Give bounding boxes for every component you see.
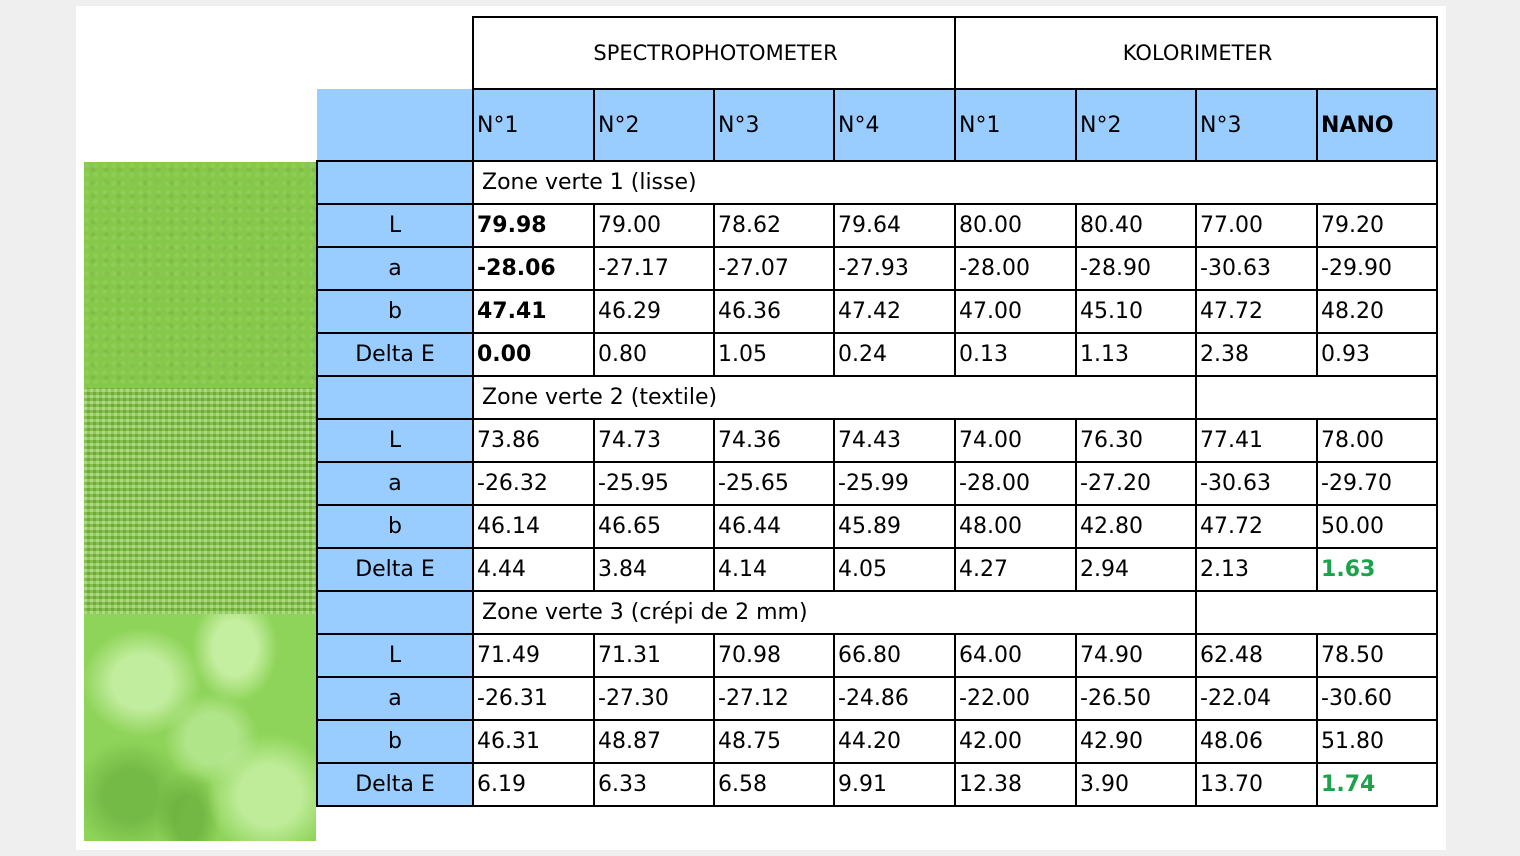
value-cell: 4.44	[473, 548, 594, 591]
value-cell: -26.31	[473, 677, 594, 720]
value-cell: 78.00	[1317, 419, 1437, 462]
value-cell: 77.00	[1196, 204, 1317, 247]
value-cell: 45.10	[1076, 290, 1196, 333]
value-cell: 47.72	[1196, 505, 1317, 548]
value-cell: 1.63	[1317, 548, 1437, 591]
value-cell: -30.63	[1196, 462, 1317, 505]
zone-title: Zone verte 2 (textile)	[473, 376, 1196, 419]
col-header-spectro-n4: N°4	[834, 89, 955, 161]
zone-title-filler	[1196, 376, 1437, 419]
col-header-spectro-n3: N°3	[714, 89, 834, 161]
value-cell: -22.00	[955, 677, 1076, 720]
corner-blank	[317, 17, 473, 89]
value-cell: 12.38	[955, 763, 1076, 806]
value-cell: -22.04	[1196, 677, 1317, 720]
row-label: L	[317, 634, 473, 677]
color-measurement-table	[316, 16, 1438, 807]
value-cell: 48.00	[955, 505, 1076, 548]
zone-title-row	[317, 591, 1437, 634]
value-cell: -27.30	[594, 677, 714, 720]
value-cell: 6.58	[714, 763, 834, 806]
col-header-spectro-n1: N°1	[473, 89, 594, 161]
group-header-spectrophotometer: SPECTROPHOTOMETER	[473, 17, 955, 89]
value-cell: -26.32	[473, 462, 594, 505]
table-row	[317, 677, 1437, 720]
texture-textile-sample-image	[84, 388, 316, 614]
value-cell: 76.30	[1076, 419, 1196, 462]
row-label: b	[317, 505, 473, 548]
value-cell: 46.36	[714, 290, 834, 333]
value-cell: 71.49	[473, 634, 594, 677]
texture-smooth-sample-image	[84, 162, 316, 388]
value-cell: 6.19	[473, 763, 594, 806]
value-cell: 1.13	[1076, 333, 1196, 376]
table-row	[317, 505, 1437, 548]
row-label: a	[317, 462, 473, 505]
value-cell: -25.65	[714, 462, 834, 505]
value-cell: 70.98	[714, 634, 834, 677]
value-cell: -28.90	[1076, 247, 1196, 290]
value-cell: 80.00	[955, 204, 1076, 247]
value-cell: 0.80	[594, 333, 714, 376]
value-cell: 47.41	[473, 290, 594, 333]
value-cell: 78.50	[1317, 634, 1437, 677]
value-cell: 71.31	[594, 634, 714, 677]
value-cell: 48.20	[1317, 290, 1437, 333]
value-cell: 74.90	[1076, 634, 1196, 677]
table-row	[317, 419, 1437, 462]
value-cell: 48.87	[594, 720, 714, 763]
value-cell: 2.13	[1196, 548, 1317, 591]
row-label: b	[317, 290, 473, 333]
zone-title-row	[317, 161, 1437, 204]
corner-blank	[317, 89, 473, 161]
value-cell: -29.90	[1317, 247, 1437, 290]
header-instrument-row	[317, 89, 1437, 161]
value-cell: -27.12	[714, 677, 834, 720]
value-cell: 66.80	[834, 634, 955, 677]
value-cell: 1.05	[714, 333, 834, 376]
value-cell: 80.40	[1076, 204, 1196, 247]
group-header-kolorimeter: KOLORIMETER	[955, 17, 1437, 89]
value-cell: 50.00	[1317, 505, 1437, 548]
value-cell: 74.00	[955, 419, 1076, 462]
value-cell: 47.00	[955, 290, 1076, 333]
value-cell: 2.94	[1076, 548, 1196, 591]
value-cell: 3.90	[1076, 763, 1196, 806]
table-row	[317, 204, 1437, 247]
row-label: Delta E	[317, 333, 473, 376]
value-cell: 46.14	[473, 505, 594, 548]
header-group-row	[317, 17, 1437, 89]
value-cell: -27.93	[834, 247, 955, 290]
value-cell: 46.65	[594, 505, 714, 548]
value-cell: -28.00	[955, 247, 1076, 290]
texture-plaster-sample-image	[84, 614, 316, 841]
value-cell: 42.90	[1076, 720, 1196, 763]
table-row	[317, 720, 1437, 763]
row-label: L	[317, 204, 473, 247]
col-header-kolori-n3: N°3	[1196, 89, 1317, 161]
table-row	[317, 290, 1437, 333]
value-cell: -29.70	[1317, 462, 1437, 505]
value-cell: 79.98	[473, 204, 594, 247]
table-row	[317, 634, 1437, 677]
value-cell: 4.14	[714, 548, 834, 591]
value-cell: 73.86	[473, 419, 594, 462]
value-cell: 51.80	[1317, 720, 1437, 763]
value-cell: -27.17	[594, 247, 714, 290]
value-cell: -26.50	[1076, 677, 1196, 720]
row-label: L	[317, 419, 473, 462]
value-cell: 46.29	[594, 290, 714, 333]
value-cell: 0.93	[1317, 333, 1437, 376]
value-cell: 44.20	[834, 720, 955, 763]
zone-label-cell	[317, 376, 473, 419]
zone-label-cell	[317, 161, 473, 204]
row-label: a	[317, 247, 473, 290]
row-label: a	[317, 677, 473, 720]
value-cell: 1.74	[1317, 763, 1437, 806]
value-cell: -30.60	[1317, 677, 1437, 720]
col-header-kolori-n2: N°2	[1076, 89, 1196, 161]
zone-title-filler	[1196, 591, 1437, 634]
col-header-spectro-n2: N°2	[594, 89, 714, 161]
value-cell: 3.84	[594, 548, 714, 591]
value-cell: 78.62	[714, 204, 834, 247]
value-cell: 13.70	[1196, 763, 1317, 806]
value-cell: -28.00	[955, 462, 1076, 505]
zone-label-cell	[317, 591, 473, 634]
table-row	[317, 333, 1437, 376]
zone-title: Zone verte 1 (lisse)	[473, 161, 1437, 204]
row-label: Delta E	[317, 548, 473, 591]
value-cell: 74.36	[714, 419, 834, 462]
table-row	[317, 763, 1437, 806]
value-cell: 62.48	[1196, 634, 1317, 677]
value-cell: 42.00	[955, 720, 1076, 763]
value-cell: 4.27	[955, 548, 1076, 591]
value-cell: 77.41	[1196, 419, 1317, 462]
value-cell: 0.24	[834, 333, 955, 376]
value-cell: 47.42	[834, 290, 955, 333]
table-row	[317, 548, 1437, 591]
value-cell: 0.13	[955, 333, 1076, 376]
value-cell: 46.44	[714, 505, 834, 548]
value-cell: 47.72	[1196, 290, 1317, 333]
value-cell: 64.00	[955, 634, 1076, 677]
table-row	[317, 247, 1437, 290]
value-cell: 79.00	[594, 204, 714, 247]
value-cell: -27.07	[714, 247, 834, 290]
value-cell: 79.20	[1317, 204, 1437, 247]
value-cell: 2.38	[1196, 333, 1317, 376]
value-cell: -30.63	[1196, 247, 1317, 290]
value-cell: -28.06	[473, 247, 594, 290]
value-cell: 74.73	[594, 419, 714, 462]
row-label: Delta E	[317, 763, 473, 806]
value-cell: 6.33	[594, 763, 714, 806]
col-header-nano: NANO	[1317, 89, 1437, 161]
value-cell: 0.00	[473, 333, 594, 376]
value-cell: 9.91	[834, 763, 955, 806]
value-cell: 45.89	[834, 505, 955, 548]
value-cell: -27.20	[1076, 462, 1196, 505]
col-header-kolori-n1: N°1	[955, 89, 1076, 161]
value-cell: 79.64	[834, 204, 955, 247]
value-cell: 48.06	[1196, 720, 1317, 763]
value-cell: 4.05	[834, 548, 955, 591]
value-cell: 48.75	[714, 720, 834, 763]
row-label: b	[317, 720, 473, 763]
value-cell: -24.86	[834, 677, 955, 720]
zone-title-row	[317, 376, 1437, 419]
value-cell: 74.43	[834, 419, 955, 462]
value-cell: -25.99	[834, 462, 955, 505]
zone-title: Zone verte 3 (crépi de 2 mm)	[473, 591, 1196, 634]
table-row	[317, 462, 1437, 505]
value-cell: 42.80	[1076, 505, 1196, 548]
value-cell: -25.95	[594, 462, 714, 505]
value-cell: 46.31	[473, 720, 594, 763]
